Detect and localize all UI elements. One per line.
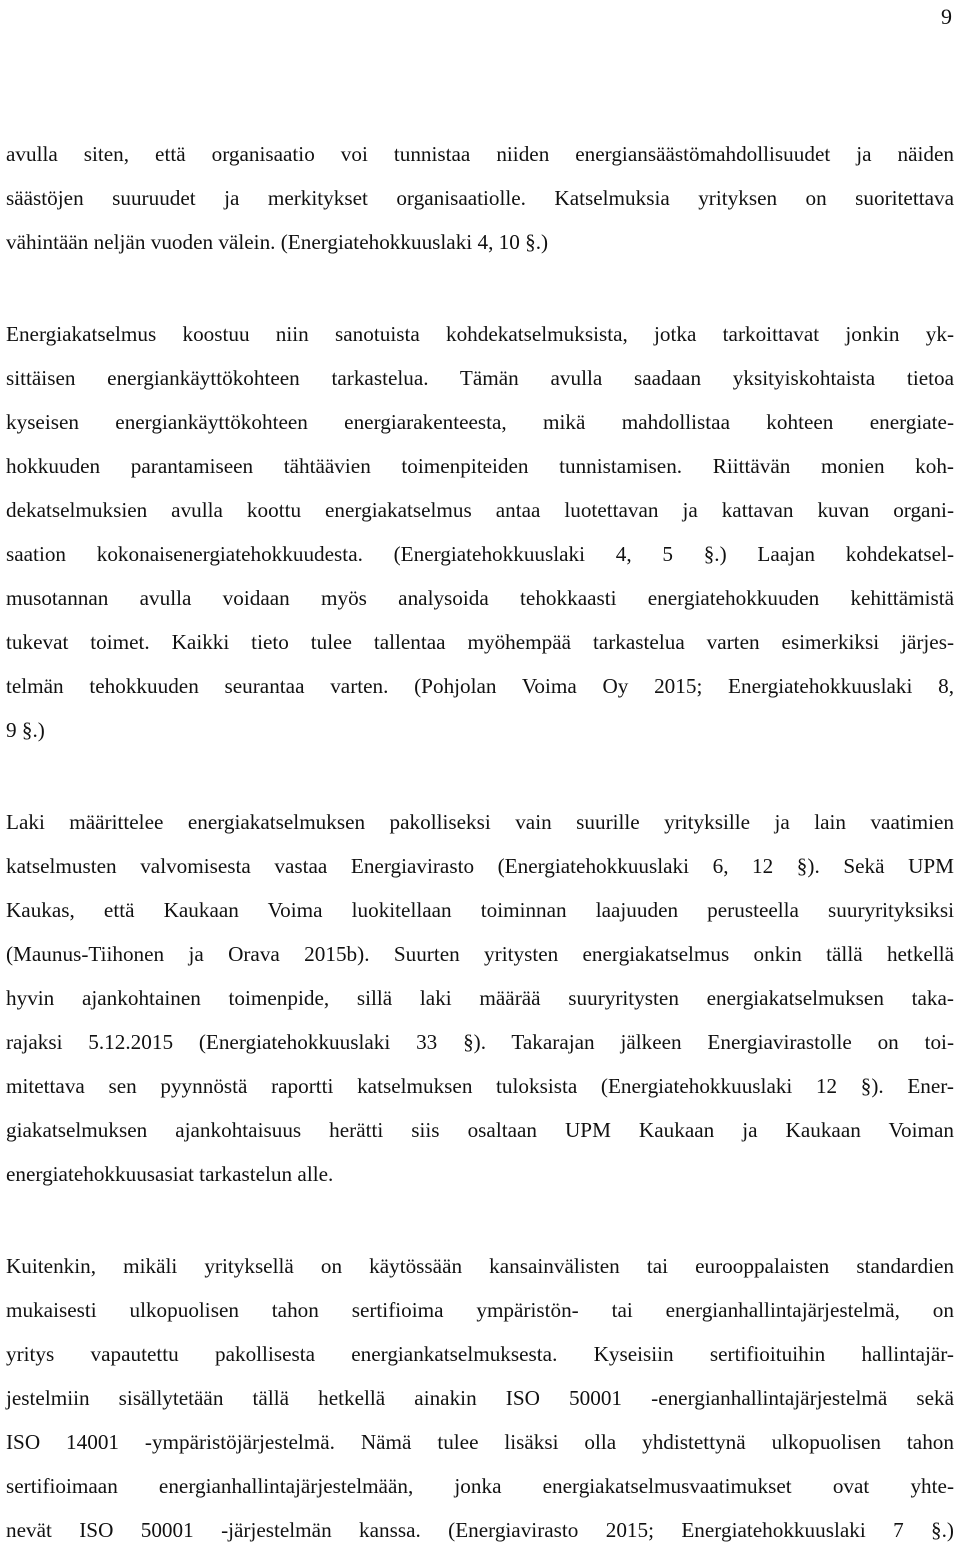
paragraph-4-line-3: yritys vapautettu pakollisesta energiankatselmuksesta. Kyseisiin sertifioituihin hallintajär- (6, 1342, 954, 1366)
paragraph-2-line-6: saation kokonaisenergiatehokkuudesta. (Energiatehokkuuslaki 4, 5 §.) Laajan kohdekatsel- (6, 542, 954, 566)
paragraph-4-line-1: Kuitenkin, mikäli yrityksellä on käytössään kansainvälisten tai eurooppalaisten standardien (6, 1254, 954, 1278)
paragraph-4-line-4: jestelmiin sisällytetään tällä hetkellä ainakin ISO 50001 -energianhallintajärjestelmä sekä (6, 1386, 954, 1410)
paragraph-1-line-2: säästöjen suuruudet ja merkitykset organisaatiolle. Katselmuksia yrityksen on suoritettava (6, 186, 954, 210)
paragraph-2-line-7: musotannan avulla voidaan myös analysoida tehokkaasti energiatehokkuuden kehittämistä (6, 586, 954, 610)
paragraph-2-line-10: 9 §.) (6, 718, 45, 742)
paragraph-2-line-4: hokkuuden parantamiseen tähtäävien toimenpiteiden tunnistamisen. Riittävän monien koh- (6, 454, 954, 478)
paragraph-1-line-3: vähintään neljän vuoden välein. (Energiatehokkuuslaki 4, 10 §.) (6, 230, 549, 254)
paragraph-2-line-2: sittäisen energiankäyttökohteen tarkastelua. Tämän avulla saadaan yksityiskohtaista tietoa (6, 366, 954, 390)
paragraph-2-line-1: Energiakatselmus koostuu niin sanotuista kohdekatselmuksista, jotka tarkoittavat jonkin yk- (6, 322, 954, 346)
paragraph-4-line-2: mukaisesti ulkopuolisen tahon sertifioima ympäristön- tai energianhallintajärjestelmä, on (6, 1298, 954, 1322)
paragraph-3-line-2: katselmusten valvomisesta vastaa Energiavirasto (Energiatehokkuuslaki 6, 12 §). Sekä UPM (6, 854, 954, 878)
paragraph-2-line-5: dekatselmuksien avulla koottu energiakatselmus antaa luotettavan ja kattavan kuvan organi- (6, 498, 954, 522)
paragraph-2-line-9: telmän tehokkuuden seurantaa varten. (Pohjolan Voima Oy 2015; Energiatehokkuuslaki 8, (6, 674, 954, 698)
paragraph-3-line-5: hyvin ajankohtainen toimenpide, sillä laki määrää suuryritysten energiakatselmuksen taka- (6, 986, 954, 1010)
paragraph-3-line-8: giakatselmuksen ajankohtaisuus herätti siis osaltaan UPM Kaukaan ja Kaukaan Voiman (6, 1118, 954, 1142)
paragraph-3-line-4: (Maunus-Tiihonen ja Orava 2015b). Suurten yritysten energiakatselmus onkin tällä hetkellä (6, 942, 954, 966)
paragraph-3-line-1: Laki määrittelee energiakatselmuksen pakolliseksi vain suurille yrityksille ja lain vaatimien (6, 810, 954, 834)
page-number: 9 (941, 4, 952, 29)
paragraph-4-line-5: ISO 14001 -ympäristöjärjestelmä. Nämä tulee lisäksi olla yhdistettynä ulkopuolisen tahon (6, 1430, 954, 1454)
paragraph-4-line-6: sertifioimaan energianhallintajärjestelmään, jonka energiakatselmusvaatimukset ovat yhte- (6, 1474, 954, 1498)
paragraph-3-line-3: Kaukas, että Kaukaan Voima luokitellaan toiminnan laajuuden perusteella suuryrityksiksi (6, 898, 954, 922)
paragraph-3-line-7: mitettava sen pyynnöstä raportti katselmuksen tuloksista (Energiatehokkuuslaki 12 §). Ener- (6, 1074, 954, 1098)
paragraph-2-line-8: tukevat toimet. Kaikki tieto tulee tallentaa myöhempää tarkastelua varten esimerkiksi järjes- (6, 630, 954, 654)
paragraph-2-line-3: kyseisen energiankäyttökohteen energiarakenteesta, mikä mahdollistaa kohteen energiate- (6, 410, 954, 434)
paragraph-3-line-6: rajaksi 5.12.2015 (Energiatehokkuuslaki 33 §). Takarajan jälkeen Energiavirastolle on toi- (6, 1030, 954, 1054)
paragraph-1-line-1: avulla siten, että organisaatio voi tunnistaa niiden energiansäästömahdollisuudet ja näiden (6, 142, 954, 166)
paragraph-3-line-9: energiatehokkuusasiat tarkastelun alle. (6, 1162, 334, 1186)
paragraph-4-line-7: nevät ISO 50001 -järjestelmän kanssa. (Energiavirasto 2015; Energiatehokkuuslaki 7 §.) (6, 1518, 954, 1542)
